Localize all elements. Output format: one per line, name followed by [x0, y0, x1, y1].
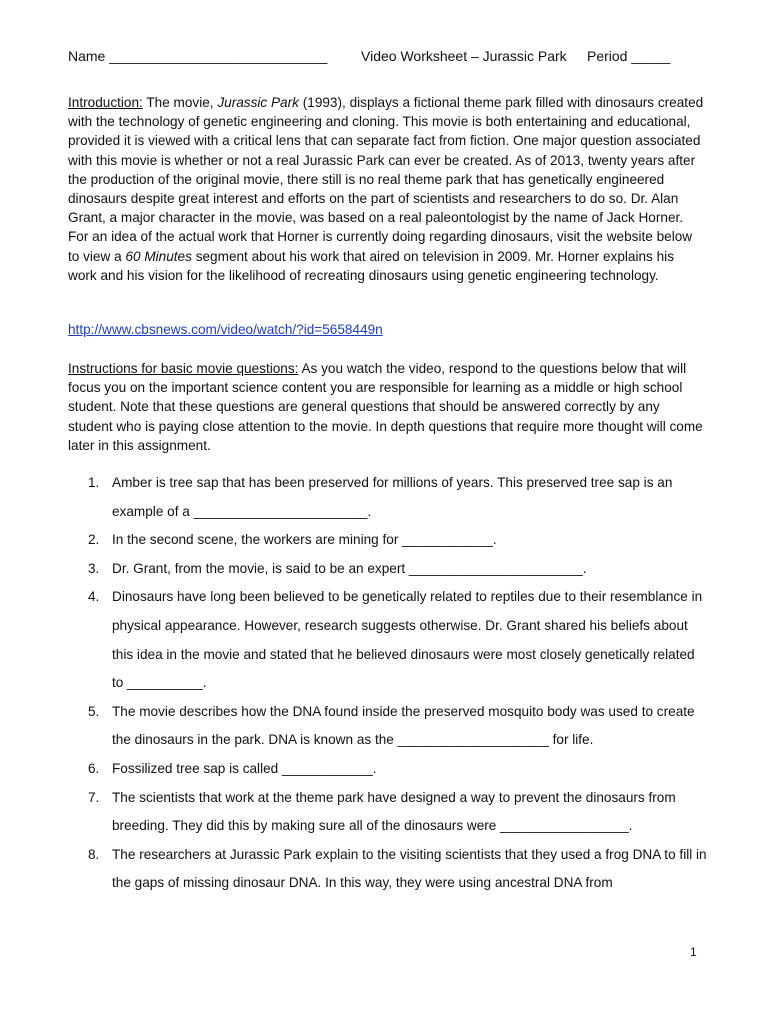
question-number: 8. [88, 846, 100, 862]
question-number: 2. [88, 532, 100, 548]
question-number: 1. [88, 475, 100, 490]
question-item [68, 555, 708, 584]
worksheet-title: Video Worksheet – Jurassic Park [361, 48, 567, 64]
question-number: 4. [88, 589, 100, 605]
question-number: 7. [88, 789, 100, 805]
question-item [68, 755, 708, 784]
movie-title: Jurassic Park [217, 95, 299, 110]
question-number: 3. [88, 560, 100, 576]
segment-title: 60 Minutes [125, 248, 192, 264]
intro-text-2: (1993), displays a fictional theme park filled with dinosaurs created with the technology of genetic engineering and cloning. This movie is both entertaining and educational, provided it is viewed with a critical lens that can separate fact from fiction. One major question associated with this movie is whether or not a real Jurassic Park can ever be created. As of 2013, twenty years after the production of the original movie, there still is no real theme park that has genetically engineered dinosaurs despite great interest and efforts on the part of scientists and researchers to do so. Dr. Alan Grant, a major character in the movie, was based on a real paleontologist by the name of Jack Horner. For an idea of the actual work that Horner is currently doing regarding dinosaurs, visit the website below to view a [68, 95, 704, 264]
question-item [68, 469, 708, 526]
intro-text-1: The movie, [142, 95, 218, 110]
question-item [68, 784, 708, 841]
name-field-label: Name ____________________________ [68, 48, 328, 64]
introduction-label: Introduction: [68, 95, 143, 110]
question-text: Dr. Grant, from the movie, is said to be an expert _______________________. [112, 560, 587, 576]
question-item [68, 841, 708, 898]
intro-text-3: segment about his work that aired on television in 2009. Mr. Horner explains his work and his vision for the likelihood of recreating dinosaurs using genetic engineering technology. [68, 248, 675, 283]
question-text: Amber is tree sap that has been preserved for millions of years. This preserved tree sap is an example of a _______________________. [112, 475, 673, 519]
question-text: The movie describes how the DNA found inside the preserved mosquito body was used to create the dinosaurs in the park. DNA is known as the ____________________ for life. [112, 703, 695, 748]
question-text: Dinosaurs have long been believed to be genetically related to reptiles due to their resemblance in physical appearance. However, research suggests otherwise. Dr. Grant shared his beliefs about this idea in the movie and stated that he believed dinosaurs were most closely genetically related to __________. [112, 589, 703, 691]
question-text: The scientists that work at the theme park have designed a way to prevent the dinosaurs from breeding. They did this by making sure all of the dinosaurs were _________________. [112, 789, 676, 834]
question-item [68, 526, 708, 555]
period-field-label: Period _____ [587, 48, 671, 64]
question-text: The researchers at Jurassic Park explain to the visiting scientists that they used a frog DNA to fill in the gaps of missing dinosaur DNA. In this way, they were using ancestral DNA from [112, 846, 707, 891]
instructions-label: Instructions for basic movie questions: [68, 361, 299, 376]
question-item [68, 698, 708, 755]
question-number: 6. [88, 760, 100, 776]
question-item [68, 583, 708, 697]
question-number: 5. [88, 703, 100, 719]
question-list [68, 469, 708, 898]
page-number: 1 [690, 945, 697, 959]
question-text: Fossilized tree sap is called ____________. [112, 760, 377, 776]
instructions-text: As you watch the video, respond to the questions below that will focus you on the important science content you are responsible for learning as a middle or high school student. Note that these questions are general questions that should be answered correctly by any student who is paying close attention to the movie. In depth questions that require more thought will come later in this assignment. [68, 361, 703, 453]
introduction-paragraph [68, 93, 704, 285]
instructions-paragraph [68, 359, 704, 455]
video-link[interactable]: http://www.cbsnews.com/video/watch/?id=5658449n [68, 322, 383, 337]
question-text: In the second scene, the workers are mining for ____________. [112, 532, 497, 548]
